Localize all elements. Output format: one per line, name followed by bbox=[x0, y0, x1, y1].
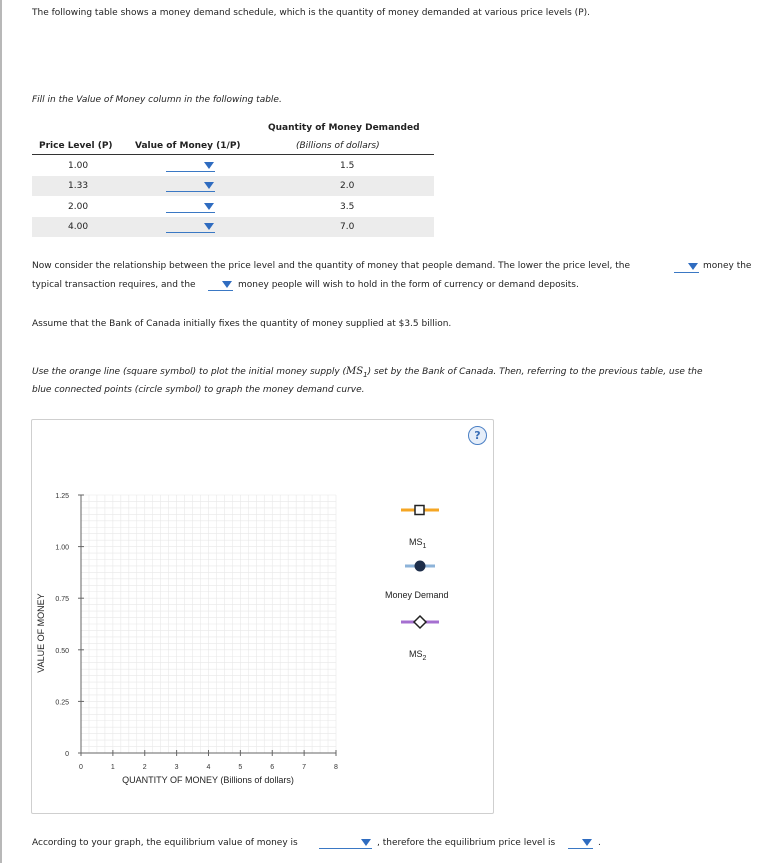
legend-ms2-sub: 2 bbox=[422, 655, 427, 662]
legend-ms2-tool[interactable] bbox=[401, 616, 439, 628]
intro-text: The following table shows a money demand schedule, which is the quantity of money demanded at various price levels (P). bbox=[32, 8, 590, 18]
diamond-marker-icon bbox=[414, 616, 426, 628]
x-tick-label: 7 bbox=[302, 764, 307, 771]
chevron-down-icon bbox=[582, 839, 592, 846]
x-axis-label: QUANTITY OF MONEY (Billions of dollars) bbox=[122, 775, 294, 785]
equilibrium-text-1: According to your graph, the equilibrium value of money is bbox=[32, 838, 298, 848]
price-cell: 2.00 bbox=[68, 202, 89, 212]
relationship-text-3: typical transaction requires, and the bbox=[32, 280, 196, 290]
x-tick-label: 2 bbox=[142, 764, 147, 771]
x-tick-label: 8 bbox=[334, 764, 338, 771]
square-marker-icon bbox=[415, 506, 424, 515]
y-tick-label: 0.75 bbox=[55, 596, 69, 604]
x-tick-label: 3 bbox=[174, 764, 179, 771]
legend-money-demand-tool[interactable] bbox=[405, 561, 435, 571]
price-cell: 4.00 bbox=[68, 222, 89, 232]
equilibrium-text-2: , therefore the equilibrium price level is bbox=[377, 838, 556, 848]
relationship-text-2: money the bbox=[703, 261, 752, 271]
col-header-value-of-money: Value of Money (1/P) bbox=[135, 141, 241, 151]
equilibrium-text-3: . bbox=[598, 838, 601, 848]
price-cell: 1.00 bbox=[68, 161, 89, 171]
instr-part-b: ) set by the Bank of Canada. Then, referring to the previous table, use the bbox=[367, 367, 703, 377]
x-tick-label: 6 bbox=[270, 764, 275, 771]
legend-ms1-tool[interactable] bbox=[401, 506, 439, 515]
legend-ms1-main: MS bbox=[409, 537, 423, 547]
ms1-subscript: 1 bbox=[363, 370, 368, 379]
ms1-symbol: MS bbox=[346, 366, 364, 377]
quantity-cell: 2.0 bbox=[340, 181, 355, 191]
y-tick-label: 1.00 bbox=[55, 544, 69, 552]
x-tick-label: 4 bbox=[206, 764, 211, 771]
col-header-price-level: Price Level (P) bbox=[39, 141, 113, 151]
y-tick-label: 0 bbox=[65, 751, 69, 758]
circle-marker-icon bbox=[415, 561, 425, 571]
chevron-down-icon bbox=[361, 839, 371, 846]
graph-instruction-2: blue connected points (circle symbol) to graph the money demand curve. bbox=[32, 385, 365, 395]
legend-money-demand-label: Money Demand bbox=[385, 590, 449, 600]
x-tick-label: 1 bbox=[110, 764, 115, 771]
legend-ms1-label bbox=[409, 537, 427, 550]
legend-ms2-main: MS bbox=[409, 649, 423, 659]
quantity-cell: 1.5 bbox=[340, 161, 355, 171]
quantity-cell: 3.5 bbox=[340, 202, 355, 212]
quantity-cell: 7.0 bbox=[340, 222, 355, 232]
assumption-text: Assume that the Bank of Canada initially fixes the quantity of money supplied at $3.5 billion. bbox=[32, 319, 452, 329]
y-tick-label: 1.25 bbox=[55, 493, 69, 500]
x-tick-label: 5 bbox=[238, 764, 243, 771]
equilibrium-price-dropdown[interactable] bbox=[568, 837, 593, 849]
fill-instruction: Fill in the Value of Money column in the following table. bbox=[32, 95, 282, 105]
y-axis-label: VALUE OF MONEY bbox=[36, 593, 46, 673]
instr-part-a: Use the orange line (square symbol) to plot the initial money supply ( bbox=[32, 367, 347, 377]
relationship-text-1: Now consider the relationship between the price level and the quantity of money that people demand. The lower the price level, the bbox=[32, 261, 631, 271]
x-tick-label: 0 bbox=[79, 764, 83, 771]
legend-ms2-label bbox=[409, 649, 427, 662]
col-header-quantity: Quantity of Money Demanded bbox=[268, 123, 420, 133]
equilibrium-value-dropdown[interactable] bbox=[319, 837, 372, 849]
price-cell: 1.33 bbox=[68, 181, 89, 191]
y-tick-label: 0.25 bbox=[55, 699, 69, 707]
help-icon[interactable]: ? bbox=[468, 426, 487, 445]
y-tick-label: 0.50 bbox=[55, 647, 69, 655]
legend-ms1-sub: 1 bbox=[422, 543, 427, 550]
col-header-quantity-units: (Billions of dollars) bbox=[296, 141, 380, 151]
relationship-text-4: money people will wish to hold in the form of currency or demand deposits. bbox=[238, 280, 579, 290]
